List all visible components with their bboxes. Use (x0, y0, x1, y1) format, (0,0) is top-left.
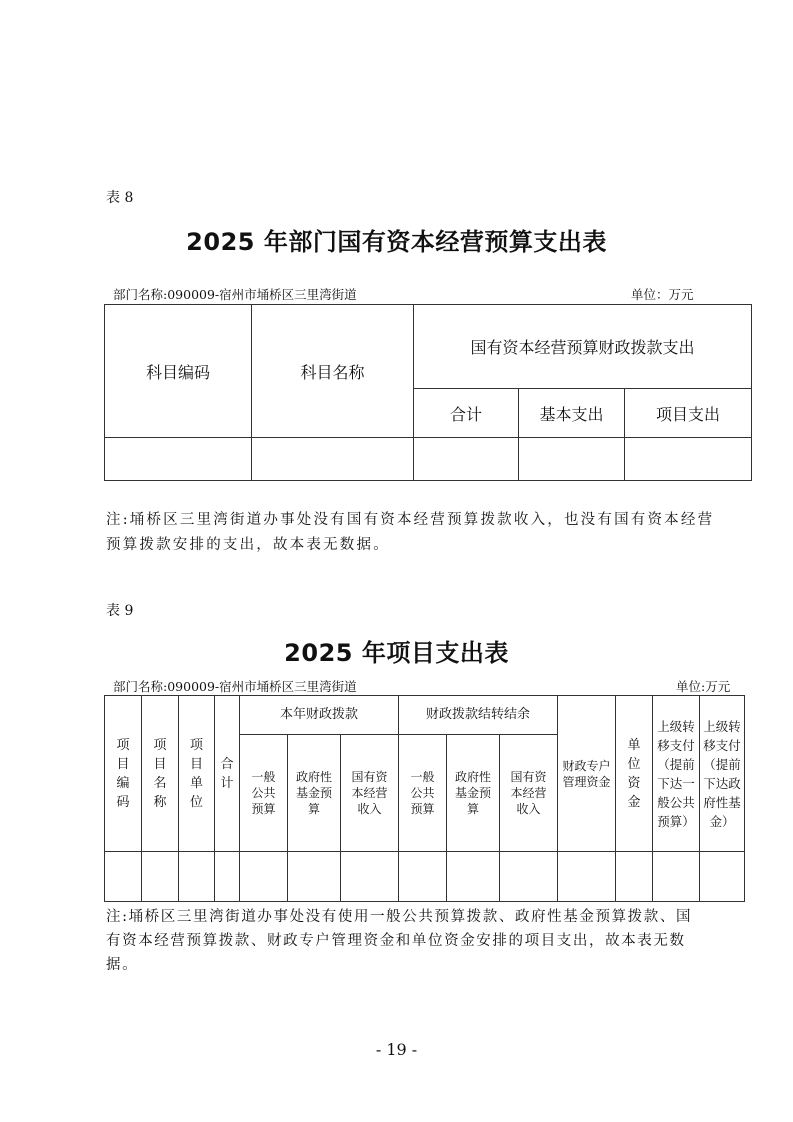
th-general-budget-carry: 一般公共预算 (399, 735, 447, 852)
table-row (105, 438, 752, 481)
th-general-budget: 一般公共预算 (240, 735, 288, 852)
cell (179, 852, 215, 902)
cell (414, 438, 519, 481)
page-number: - 19 - (375, 1040, 418, 1059)
th-subject-name: 科目名称 (252, 305, 414, 438)
th-current-year-group: 本年财政拨款 (240, 696, 399, 735)
cell (288, 852, 341, 902)
cell (700, 852, 745, 902)
th-project-unit: 项目单位 (189, 737, 203, 810)
th-state-capital: 国有资本经营收入 (341, 735, 399, 852)
table9-unit: 单位:万元 (676, 679, 731, 694)
th-transfer-govfund: 上级转移支付（提前下达政府性基金） (700, 696, 745, 852)
th-total: 合计 (414, 389, 519, 438)
table8 (104, 304, 752, 481)
table9-dept: 部门名称:090009-宿州市埇桥区三里湾街道 (113, 679, 357, 694)
th-carryover-group: 财政拨款结转结余 (399, 696, 558, 735)
table8-unit: 单位：万元 (631, 287, 694, 302)
th-subject-code: 科目编码 (105, 305, 252, 438)
table8-label: 表 8 (106, 190, 134, 206)
th-project: 项目支出 (625, 389, 752, 438)
cell (653, 852, 700, 902)
cell (240, 852, 288, 902)
th-special-account: 财政专户管理资金 (558, 696, 616, 852)
cell (500, 852, 558, 902)
th-project-name: 项目名称 (153, 737, 167, 810)
th-state-capital-carry: 国有资本经营收入 (500, 735, 558, 852)
cell (142, 852, 179, 902)
cell (447, 852, 500, 902)
th-gov-fund-carry: 政府性基金预算 (447, 735, 500, 852)
table8-note: 注:埇桥区三里湾街道办事处没有国有资本经营预算拨款收入，也没有国有资本经营预算拨款安排的支出，故本表无数据。 (106, 512, 715, 553)
cell (625, 438, 752, 481)
cell (341, 852, 399, 902)
th-gov-fund: 政府性基金预算 (288, 735, 341, 852)
cell (105, 438, 252, 481)
th-stateown-group: 国有资本经营预算财政拨款支出 (414, 305, 752, 389)
th-total: 合计 (220, 756, 234, 791)
cell (399, 852, 447, 902)
th-unit-fund: 单位资金 (627, 737, 641, 810)
cell (558, 852, 616, 902)
th-transfer-general: 上级转移支付（提前下达一般公共预算） (653, 696, 700, 852)
table9-note: 注:埇桥区三里湾街道办事处没有使用一般公共预算拨款、政府性基金预算拨款、国有资本经营预算拨款、财政专户管理资金和单位资金安排的项目支出，故本表无数据。 (106, 909, 693, 973)
cell (252, 438, 414, 481)
table8-title: 2025 年部门国有资本经营预算支出表 (186, 228, 607, 256)
th-basic: 基本支出 (519, 389, 625, 438)
table8-dept: 部门名称:090009-宿州市埇桥区三里湾街道 (113, 287, 357, 302)
cell (616, 852, 653, 902)
cell (519, 438, 625, 481)
table-row (105, 852, 745, 902)
table9-title: 2025 年项目支出表 (284, 639, 509, 667)
cell (105, 852, 142, 902)
cell (215, 852, 240, 902)
table9 (104, 695, 745, 902)
th-project-code: 项目编码 (116, 737, 130, 810)
table9-label: 表 9 (106, 603, 134, 619)
